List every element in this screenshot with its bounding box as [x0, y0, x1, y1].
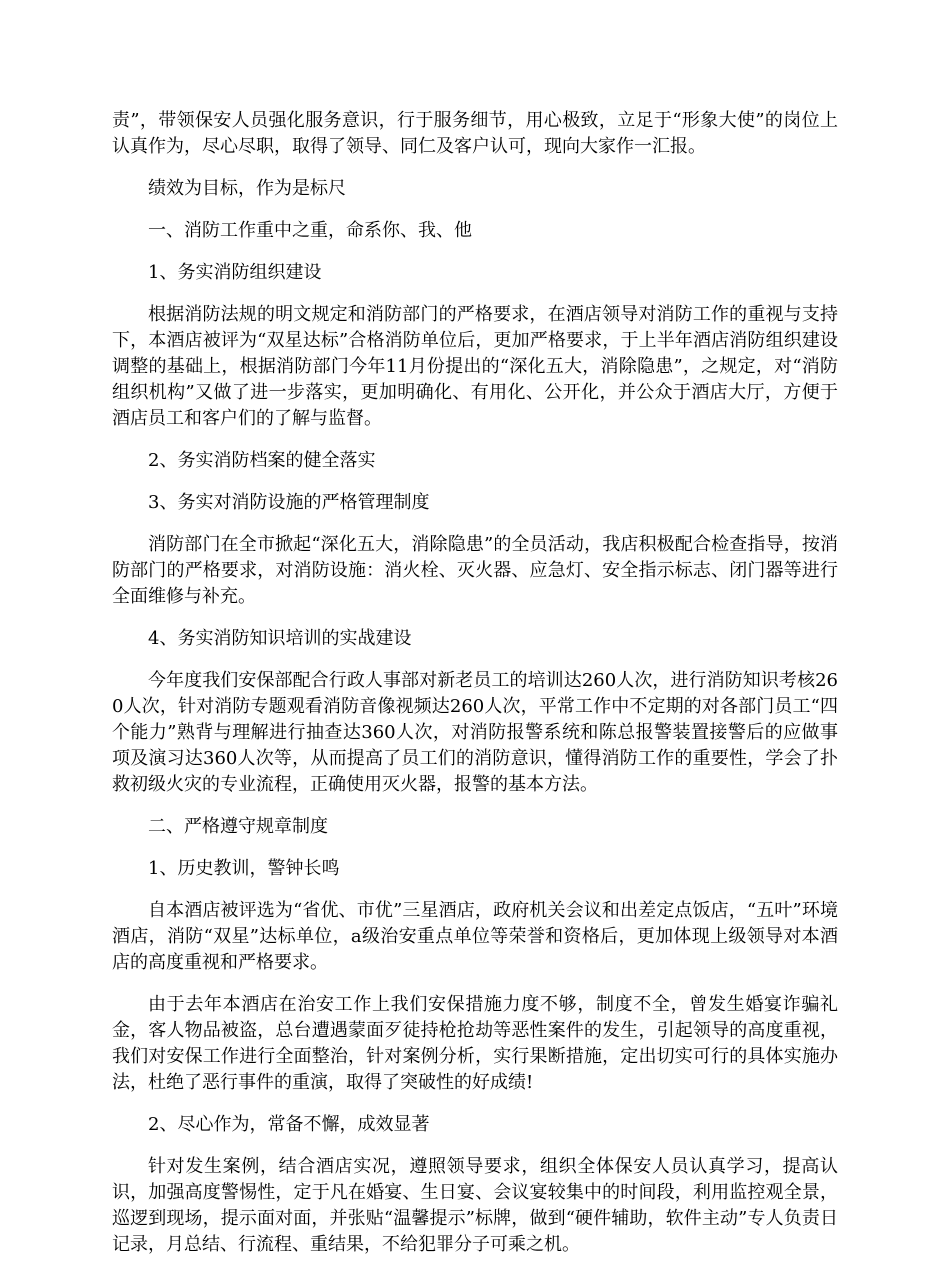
- heading-performance-goal: 绩效为目标，作为是标尺: [148, 178, 346, 199]
- paragraph-intro-continuation: 责”，带领保安人员强化服务意识，行于服务细节，用心极致，立足于“形象大使”的岗位上认真作为，尽心尽职，取得了领导、同仁及客户认可，现向大家作一汇报。: [112, 110, 838, 157]
- paragraph-measures: 针对发生案例，结合酒店实况，遵照领导要求，组织全体保安人员认真学习，提高认识，加强高度警惕性，定于凡在婚宴、生日宴、会议宴较集中的时间段，利用监控观全景，巡逻到现场，提示面对面，并张贴“温馨提示”标牌，做到“硬件辅助，软件主动”专人负责日记录，月总结、行流程、重结果，不给犯罪分子可乘之机。: [112, 1156, 838, 1255]
- heading-1-3-fire-facilities: 3、务实对消防设施的严格管理制度: [148, 492, 430, 513]
- heading-1-1-fire-organization: 1、务实消防组织建设: [148, 262, 322, 283]
- heading-section-1-fire-safety: 一、消防工作重中之重，命系你、我、他: [148, 220, 472, 241]
- heading-2-1-history-lessons: 1、历史教训，警钟长鸣: [148, 858, 340, 879]
- heading-section-2-rules: 二、严格遵守规章制度: [148, 816, 328, 837]
- heading-1-4-fire-training: 4、务实消防知识培训的实战建设: [148, 628, 412, 649]
- paragraph-fire-training: 今年度我们安保部配合行政人事部对新老员工的培训达260人次，进行消防知识考核260人次，针对消防专题观看消防音像视频达260人次，平常工作中不定期的对各部门员工“四个能力”熟背与理解进行抽查达360人次，对消防报警系统和陈总报警装置接警后的应做事项及演习达360人次等，从而提高了员工们的消防意识，懂得消防工作的重要性，学会了扑救初级火灾的专业流程，正确使用灭火器，报警的基本方法。: [112, 670, 838, 795]
- paragraph-hotel-honors: 自本酒店被评选为“省优、市优”三星酒店，政府机关会议和出差定点饭店，“五叶”环境酒店，消防“双星”达标单位，a级治安重点单位等荣誉和资格后，更加体现上级领导对本酒店的高度重视和严格要求。: [112, 900, 838, 973]
- paragraph-fire-organization: 根据消防法规的明文规定和消防部门的严格要求，在酒店领导对消防工作的重视与支持下，本酒店被评为“双星达标”合格消防单位后，更加严格要求，于上半年酒店消防组织建设调整的基础上，根据消防部门今年11月份提出的“深化五大，消除隐患”，之规定，对“消防组织机构”又做了进一步落实，更加明确化、有用化、公开化，并公众于酒店大厅，方便于酒店员工和客户们的了解与监督。: [112, 304, 838, 429]
- paragraph-fire-facilities: 消防部门在全市掀起“深化五大，消除隐患”的全员活动，我店积极配合检查指导，按消防部门的严格要求，对消防设施：消火栓、灭火器、应急灯、安全指示标志、闭门器等进行全面维修与补充。: [112, 534, 838, 607]
- heading-1-2-fire-archives: 2、务实消防档案的健全落实: [148, 450, 376, 471]
- document-page: [112, 108, 838, 1274]
- heading-2-2-results: 2、尽心作为，常备不懈，成效显著: [148, 1114, 430, 1135]
- paragraph-past-incidents: 由于去年本酒店在治安工作上我们安保措施力度不够，制度不全，曾发生婚宴诈骗礼金，客人物品被盗，总台遭遇蒙面歹徒持枪抢劫等恶性案件的发生，引起领导的高度重视，我们对安保工作进行全面整治，针对案例分析，实行果断措施，定出切实可行的具体实施办法，杜绝了恶行事件的重演，取得了突破性的好成绩!: [112, 994, 838, 1093]
